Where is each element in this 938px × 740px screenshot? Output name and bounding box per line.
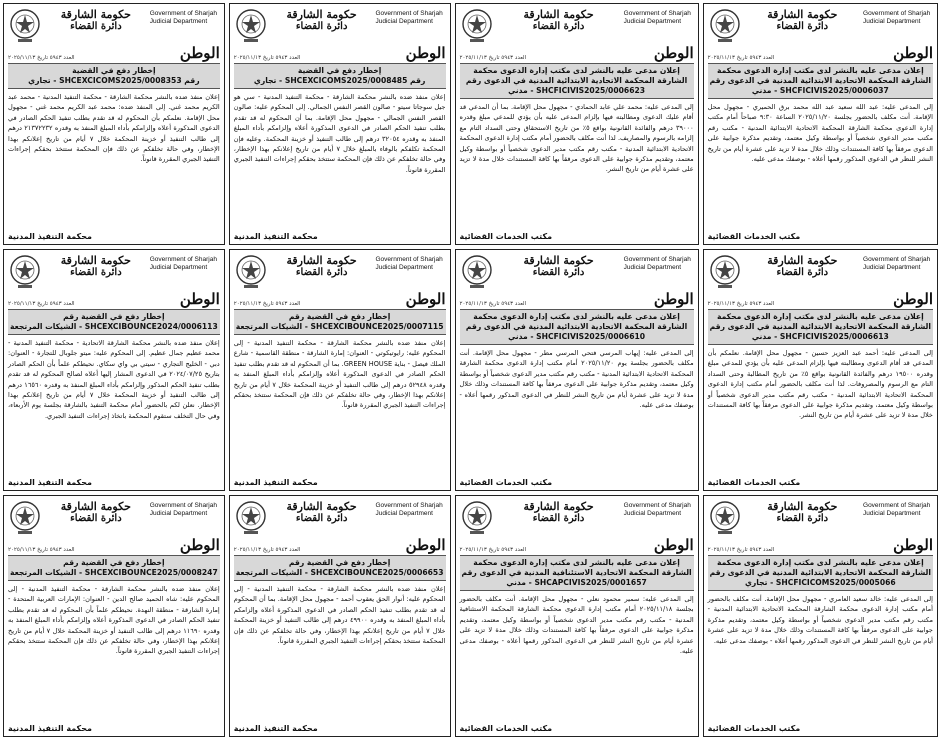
notice-title-band (234, 555, 446, 581)
newspaper-brand: الوطن (653, 44, 694, 62)
notice-header (234, 7, 446, 47)
gov-en: Government of Sharjah (375, 256, 443, 263)
english-header (376, 499, 446, 518)
notice-title-line: SHCEXCIBOUNCE2025/0007115 - الشيكات المرتجعة (235, 322, 444, 331)
notice-signature: مكتب الخدمات القضائية (707, 478, 801, 487)
notice-title-line: إعلان مدعى عليه بالنشر لدى مكتب إدارة الدعوى محكمة (473, 558, 680, 567)
arabic-header (494, 7, 624, 32)
issue-ref: العدد ٥٩٤٣ تاريخ ٢٠٢٥/١١/١٣ (8, 301, 75, 307)
notice-header (460, 7, 694, 47)
newspaper-brand: الوطن (893, 44, 934, 62)
gov-en: Government of Sharjah (863, 256, 931, 263)
gov-en: Government of Sharjah (149, 256, 217, 263)
legal-notice (455, 495, 699, 737)
notice-title-line: SHCEXCIBOUNCE2025/0006653 - الشيكات المرتجعة (235, 568, 444, 577)
notice-signature: محكمة التنفيذ المدنية (233, 232, 318, 241)
newspaper-brand: الوطن (405, 290, 446, 308)
dept-en: Judicial Department (375, 264, 433, 271)
notice-body: إلى المدعى عليه: سمير محمود نعلي - مجهول محل الإقامة. أنت مكلف بالحضور بجلسة ٢٠٢٥/١١/١٨ أمام مكتب إدارة الدعوى محكمة الشارقة المحكمة الاستئنافية المدنية - مكتب رقم مكتب مدير الدعوى شخصياً أو بواسطة وكيل معتمد، وتقديم مذكرة جوابية على الدعوى مرفقاً بها كافة المستندات وذلك خلال مدة لا تزيد على عشرة أيام من تاريخ النشر للنظر في الدعوى المذكور رقمها أعلاه - بوصفك مدعى عليه. (459, 595, 694, 656)
english-header (150, 7, 220, 26)
legal-notice (3, 495, 225, 737)
notice-title-line: الشارقة المحكمة الاتحادية الابتدائية المدنية في الدعوى رقم (465, 76, 688, 85)
gov-en: Government of Sharjah (149, 10, 217, 17)
arabic-header (42, 253, 150, 278)
issue-ref: العدد ٥٩٤٣ تاريخ ٢٠٢٥/١١/١٣ (459, 55, 527, 61)
emblem-title-ar: حكومة الشارقة (523, 254, 594, 267)
sharjah-emblem-icon (234, 7, 268, 45)
notice-title-band (460, 63, 694, 99)
legal-notice (703, 249, 938, 491)
notice-body: إعلان منفذ ضده بالنشر محكمة الشارقة - محكمة التنفيذ المدنية - إلى المحكوم عليه: شاه الحميد صالح الدين - العنوان: الإمارات العربية المتحدة - إمارة الشارقة - منطقة النهدة. نحيطكم علماً بأن المحكوم له قد تقدم بطلب تنفيذ الحكم الصادر في الدعوى المذكورة أعلاه وإلزامكم بأداء المبلغ المنفذ به وقدره ١١٦٩٠ درهم إلى طالب التنفيذ أو خزينة المحكمة خلال ٧ أيام من تاريخ إعلانكم بهذا الإخطار، وفي حالة تخلفكم عن ذلك فإن المحكمة ستتخذ بحقكم إجراءات التنفيذ الجبري المقررة قانوناً. (8, 585, 220, 656)
emblem-dept-ar: دائرة القضاء (532, 267, 585, 278)
english-header (150, 253, 220, 272)
sharjah-emblem-icon (8, 499, 42, 537)
sharjah-emblem-icon (460, 7, 494, 45)
meta-row (8, 537, 220, 553)
newspaper-brand: الوطن (893, 290, 934, 308)
meta-row (708, 45, 933, 61)
notice-signature: مكتب الخدمات القضائية (459, 724, 553, 733)
meta-row (234, 291, 446, 307)
notice-title-line: SHCFICIVIS2025/0006613 - مدني (751, 332, 889, 341)
dept-en: Judicial Department (149, 264, 208, 271)
newspaper-brand: الوطن (893, 536, 934, 554)
legal-notice (703, 3, 938, 245)
legal-notice (229, 495, 451, 737)
emblem-title-ar: حكومة الشارقة (767, 500, 838, 513)
issue-ref: العدد ٥٩٤٣ تاريخ ٢٠٢٥/١١/١٣ (707, 547, 775, 553)
dept-en: Judicial Department (863, 264, 921, 271)
emblem-dept-ar: دائرة القضاء (295, 267, 348, 278)
gov-en: Government of Sharjah (375, 502, 443, 509)
emblem-title-ar: حكومة الشارقة (286, 254, 357, 267)
newspaper-brand: الوطن (179, 44, 220, 62)
newspaper-brand: الوطن (179, 536, 220, 554)
sharjah-emblem-icon (708, 253, 742, 291)
notice-title-line: الشارقة المحكمة الاتحادية الابتدائية المدنية في الدعوى رقم (709, 322, 932, 331)
gov-en: Government of Sharjah (623, 502, 691, 509)
english-header (376, 253, 446, 272)
sharjah-emblem-icon (460, 499, 494, 537)
notice-title-line: SHCFICIVIS2025/0006610 - مدني (508, 332, 646, 341)
gov-en: Government of Sharjah (623, 10, 691, 17)
notice-body: إلى المدعى عليه: خالد سعيد العامري - مجهول محل الإقامة. أنت مكلف بالحضور أمام مكتب إدارة الدعوى محكمة الشارقة المحكمة الاتحادية الابتدائية المدنية - مكتب رقم مكتب مدير الدعوى شخصياً أو بواسطة وكيل معتمد، وتقديم مذكرة جوابية على الدعوى مرفقاً بها كافة المستندات وذلك خلال مدة لا تزيد على عشرة أيام من تاريخ النشر للنظر في الدعوى المذكور رقمها أعلاه - بوصفك مدعى عليه. (707, 595, 934, 645)
notice-title-band (8, 309, 220, 335)
notice-title-line: SHCFICIVIS2025/0006623 - مدني (508, 86, 646, 95)
meta-row (460, 45, 694, 61)
legal-notice (703, 495, 938, 737)
emblem-title-ar: حكومة الشارقة (767, 254, 838, 267)
notice-title-line: SHCFICICOMS2025/0005066 - تجاري (744, 578, 896, 587)
emblem-title-ar: حكومة الشارقة (60, 8, 131, 21)
meta-row (708, 537, 933, 553)
emblem-title-ar: حكومة الشارقة (60, 254, 131, 267)
notice-title-band (234, 309, 446, 335)
notice-header (234, 253, 446, 293)
issue-ref: العدد ٥٩٤٣ تاريخ ٢٠٢٥/١١/١٣ (459, 547, 527, 553)
notice-header (8, 499, 220, 539)
notice-signature: محكمة التنفيذ المدنية (233, 724, 318, 733)
english-header (624, 7, 694, 26)
notice-title-line: الشارقة المحكمة الاتحادية الابتدائية المدنية في الدعوى رقم (465, 322, 688, 331)
issue-ref: العدد ٥٩٤٣ تاريخ ٢٠٢٥/١١/١٣ (8, 547, 75, 553)
sharjah-emblem-icon (460, 253, 494, 291)
arabic-header (494, 499, 624, 524)
newspaper-brand: الوطن (405, 44, 446, 62)
meta-row (234, 45, 446, 61)
english-header (863, 7, 933, 26)
emblem-title-ar: حكومة الشارقة (60, 500, 131, 513)
notice-body: إلى المدعى عليه: إيهاب المرسي فتحي المرسي مطر - مجهول محل الإقامة. أنت مكلف بالحضور بجلسة يوم ٢٠٢٥/١١/٢٠ أمام مكتب إدارة الدعوى محكمة الشارقة المحكمة الاتحادية الابتدائية المدنية - مكتب رقم مكتب مدير الدعوى شخصياً أو بواسطة وكيل معتمد، وتقديم مذكرة جوابية على الدعوى مرفقاً بها كافة المستندات وذلك خلال مدة لا تزيد على عشرة أيام من تاريخ النشر للنظر في الدعوى المذكور رقمها أعلاه - بوصفك مدعى عليه. (459, 349, 694, 410)
notice-signature: محكمة التنفيذ المدنية (8, 724, 92, 733)
notice-title-line: SHCEXCIBOUNCE2025/0008247 - الشيكات المرتجعة (10, 568, 218, 577)
english-header (624, 253, 694, 272)
notice-title-line: الشارقة المحكمة الاتحادية الابتدائية المدنية في الدعوى رقم (709, 76, 932, 85)
notice-signature: مكتب الخدمات القضائية (707, 724, 801, 733)
notice-title-line: إخطار دفع في القضية رقم (63, 558, 165, 567)
emblem-dept-ar: دائرة القضاء (532, 21, 585, 32)
notice-title-line: إخطار دفع في القضية (297, 66, 382, 75)
english-header (150, 499, 220, 518)
notice-header (708, 7, 933, 47)
sharjah-emblem-icon (708, 499, 742, 537)
arabic-header (268, 499, 376, 524)
arabic-header (742, 253, 863, 278)
arabic-header (42, 499, 150, 524)
arabic-header (268, 253, 376, 278)
emblem-dept-ar: دائرة القضاء (70, 513, 122, 524)
notice-title-band (708, 63, 933, 99)
issue-ref: العدد ٥٩٤٣ تاريخ ٢٠٢٥/١١/١٣ (8, 55, 75, 61)
emblem-dept-ar: دائرة القضاء (295, 21, 348, 32)
dept-en: Judicial Department (623, 18, 682, 25)
sharjah-emblem-icon (8, 7, 42, 45)
notice-signature: محكمة التنفيذ المدنية (8, 478, 92, 487)
notice-signature: مكتب الخدمات القضائية (707, 232, 801, 241)
dept-en: Judicial Department (149, 18, 208, 25)
notice-title-line: إعلان مدعى عليه بالنشر لدى مكتب إدارة الدعوى محكمة (716, 312, 924, 321)
issue-ref: العدد ٥٩٤٣ تاريخ ٢٠٢٥/١١/١٣ (233, 547, 301, 553)
emblem-dept-ar: دائرة القضاء (776, 21, 829, 32)
notice-title-line: SHCEXCIBOUNCE2024/0006113 - الشيكات المرتجعة (10, 322, 218, 331)
notice-title-line: إعلان مدعى عليه بالنشر لدى مكتب إدارة الدعوى محكمة (473, 312, 680, 321)
notice-title-line: الشارقة المحكمة الاتحادية الاستئنافية المدنية في الدعوى رقم (461, 568, 692, 577)
emblem-dept-ar: دائرة القضاء (532, 513, 585, 524)
notice-header (234, 499, 446, 539)
newspaper-brand: الوطن (405, 536, 446, 554)
emblem-dept-ar: دائرة القضاء (70, 21, 122, 32)
newspaper-brand: الوطن (653, 536, 694, 554)
notice-body: إلى المدعى عليه: أحمد عبد العزيز حسين - مجهول محل الإقامة. نعلمكم بأن المدعي قد أقام الدعوى ومطالبته فيها بإلزام المدعى عليه بأن يؤدي للمدعي مبلغ وقدره ١٩٥٠٠ درهم والفائدة القانونية بواقع ٥٪ من تاريخ المطالبة وحتى السداد التام مع الرسوم والمصروفات. لذا أنت مكلف بالحضور أمام مكتب إدارة الدعوى المحكمة الاتحادية الابتدائية المدنية - مكتب رقم مكتب مدير الدعوى شخصياً أو بواسطة وكيل معتمد، وتقديم مذكرة جوابية على الدعوى مرفقاً بها كافة المستندات خلال مدة لا تزيد على عشرة أيام من تاريخ النشر. (707, 349, 934, 420)
english-header (863, 499, 933, 518)
dept-en: Judicial Department (623, 264, 682, 271)
notice-body: إعلان منفذ ضده بالنشر محكمة الشارقة - محكمة التنفيذ المدنية - إلى المحكوم عليه: أنوار الحق يعقوب أحمد - مجهول محل الإقامة. بما أن المحكوم له قد تقدم بطلب تنفيذ الحكم الصادر في الدعوى المذكورة أعلاه وإلزامكم بأداء المبلغ المنفذ به وقدره ٤٩٩٠٠ درهم إلى طالب التنفيذ أو خزينة المحكمة خلال ٧ أيام من تاريخ إعلانكم بهذا الإخطار، وفي حالة تخلفكم عن ذلك فإن المحكمة ستتخذ بحقكم إجراءات التنفيذ الجبري المقررة قانوناً. (233, 585, 446, 646)
notice-title-line: الشارقة المحكمة الاتحادية الابتدائية المدنية في الدعوى رقم (709, 568, 932, 577)
issue-ref: العدد ٥٩٤٣ تاريخ ٢٠٢٥/١١/١٣ (233, 301, 301, 307)
sharjah-emblem-icon (708, 7, 742, 45)
notice-title-band (460, 309, 694, 345)
emblem-title-ar: حكومة الشارقة (523, 500, 594, 513)
emblem-title-ar: حكومة الشارقة (767, 8, 838, 21)
emblem-dept-ar: دائرة القضاء (70, 267, 122, 278)
notice-body: إعلان منفذ ضده بالنشر محكمة الشارقة - محكمة التنفيذ المدنية - إلى المحكوم عليه: رايوتيكوتي - العنوان: إمارة الشارقة - منطقة القاسمية - شارع الملك فيصل - بناية GREEN HOUSE. بما أن المحكوم له قد تقدم بطلب تنفيذ الحكم الصادر في الدعوى المذكورة أعلاه وإلزامكم بأداء المبلغ المنفذ به وقدره ٥٢٩٤٨ درهم إلى طالب التنفيذ أو خزينة المحكمة خلال ٧ أيام من تاريخ إعلانكم بهذا الإخطار، وفي حالة تخلفكم عن ذلك فإن المحكمة ستتخذ بحقكم إجراءات التنفيذ الجبري المقررة قانوناً. (233, 339, 446, 410)
newspaper-brand: الوطن (653, 290, 694, 308)
english-header (863, 253, 933, 272)
arabic-header (494, 253, 624, 278)
meta-row (8, 45, 220, 61)
notice-title-line: إعلان مدعى عليه بالنشر لدى مكتب إدارة الدعوى محكمة (716, 66, 924, 75)
gov-en: Government of Sharjah (623, 256, 691, 263)
sharjah-emblem-icon (234, 253, 268, 291)
notice-signature: محكمة التنفيذ المدنية (233, 478, 318, 487)
emblem-title-ar: حكومة الشارقة (523, 8, 594, 21)
notice-title-band (8, 63, 220, 89)
notice-body: إلى المدعى عليه: عبد الله سعيد عبد الله محمد برق الحميري - مجهول محل الإقامة. أنت مكلف بالحضور بجلسة ٢٠٢٥/١١/٢٠ الساعة ٩:٣٠ صباحاً أمام مكتب إدارة الدعوى محكمة الشارقة المحكمة الاتحادية الابتدائية المدنية - مكتب رقم مكتب مدير الدعوى شخصياً أو بواسطة وكيل معتمد، وتقديم مذكرة جوابية على الدعوى مرفقاً بها كافة المستندات وذلك خلال مدة لا تزيد على عشرة أيام من تاريخ النشر للنظر في الدعوى المذكور رقمها أعلاه - بوصفك مدعى عليه. (707, 103, 934, 164)
notice-title-line: رقم SHCEXCICOMS2025/0008485 - تجاري (253, 76, 426, 85)
notice-header (708, 253, 933, 293)
notice-header (460, 499, 694, 539)
arabic-header (742, 7, 863, 32)
notice-signature: محكمة التنفيذ المدنية (8, 232, 92, 241)
gov-en: Government of Sharjah (863, 10, 931, 17)
legal-notice (455, 249, 699, 491)
notice-header (460, 253, 694, 293)
notice-title-line: إخطار دفع في القضية رقم (63, 312, 165, 321)
emblem-dept-ar: دائرة القضاء (776, 267, 829, 278)
notice-header (8, 7, 220, 47)
notice-title-line: رقم SHCEXCICOMS2025/0008353 - تجاري (28, 76, 200, 85)
legal-notice (455, 3, 699, 245)
notice-title-line: إخطار دفع في القضية رقم (288, 558, 391, 567)
issue-ref: العدد ٥٩٤٣ تاريخ ٢٠٢٥/١١/١٣ (707, 301, 775, 307)
newspaper-brand: الوطن (179, 290, 220, 308)
emblem-dept-ar: دائرة القضاء (776, 513, 829, 524)
notice-title-band (234, 63, 446, 89)
notice-title-band (708, 555, 933, 591)
sharjah-emblem-icon (8, 253, 42, 291)
notice-signature: مكتب الخدمات القضائية (459, 232, 553, 241)
notice-body: إعلان منفذ ضده بالنشر محكمة الشارقة - محكمة التنفيذ المدنية - سي هو جيل سوجاتا سيتو - صالون القصر النفس الجمالي. إلى المحكوم عليه: صالون القصر النفس الجمالي - مجهول محل الإقامة. بما أن المحكوم له قد تقدم بطلب تنفيذ الحكم الصادر في الدعوى المذكورة أعلاه وإلزامكم بأداء المبلغ المنفذ به وقدره ٣٢٠٥٤ درهم إلى طالب التنفيذ أو خزينة المحكمة. وعليه فإن المحكمة تكلفكم بالوفاء بالمبلغ خلال ٧ أيام من تاريخ إعلانكم بهذا الإخطار، وفي حالة تخلفكم عن ذلك فإن المحكمة ستتخذ بحقكم إجراءات التنفيذ الجبري المقررة قانوناً. (233, 93, 446, 174)
meta-row (460, 537, 694, 553)
dept-en: Judicial Department (863, 510, 921, 517)
meta-row (234, 537, 446, 553)
issue-ref: العدد ٥٩٤٣ تاريخ ٢٠٢٥/١١/١٣ (459, 301, 527, 307)
gov-en: Government of Sharjah (863, 502, 931, 509)
arabic-header (268, 7, 376, 32)
gov-en: Government of Sharjah (375, 10, 443, 17)
notice-header (8, 253, 220, 293)
issue-ref: العدد ٥٩٤٣ تاريخ ٢٠٢٥/١١/١٣ (707, 55, 775, 61)
emblem-title-ar: حكومة الشارقة (286, 500, 357, 513)
issue-ref: العدد ٥٩٤٣ تاريخ ٢٠٢٥/١١/١٣ (233, 55, 301, 61)
notice-title-line: إعلان مدعى عليه بالنشر لدى مكتب إدارة الدعوى محكمة (473, 66, 680, 75)
meta-row (460, 291, 694, 307)
emblem-dept-ar: دائرة القضاء (295, 513, 348, 524)
arabic-header (42, 7, 150, 32)
notice-title-band (8, 555, 220, 581)
notice-title-band (460, 555, 694, 591)
meta-row (708, 291, 933, 307)
english-header (376, 7, 446, 26)
legal-notice (3, 3, 225, 245)
notice-signature: مكتب الخدمات القضائية (459, 478, 553, 487)
emblem-title-ar: حكومة الشارقة (286, 8, 357, 21)
notice-title-band (708, 309, 933, 345)
notice-title-line: إخطار دفع في القضية (72, 66, 156, 75)
notice-body: إلى المدعى عليه: محمد علي عابد الحمادي - مجهول محل الإقامة. بما أن المدعي قد أقام عليك الدعوى ومطالبته فيها بإلزام المدعى عليه بأن يؤدي للمدعي مبلغ وقدره ٣٩٠٠٠ درهم والفائدة القانونية بواقع ٥٪ من تاريخ الاستحقاق وحتى السداد التام مع إلزامه بالرسوم والمصاريف. لذا أنت مكلف بالحضور أمام مكتب إدارة الدعوى المحكمة الاتحادية الابتدائية المدنية - مكتب رقم مكتب مدير الدعوى شخصياً أو بواسطة وكيل معتمد، وتقديم مذكرة جوابية على الدعوى مرفقاً بها كافة المستندات خلال مدة لا تزيد على عشرة أيام من تاريخ النشر. (459, 103, 694, 174)
legal-notice (3, 249, 225, 491)
gov-en: Government of Sharjah (149, 502, 217, 509)
notice-title-line: إعلان مدعى عليه بالنشر لدى مكتب إدارة الدعوى محكمة (716, 558, 924, 567)
dept-en: Judicial Department (375, 18, 433, 25)
dept-en: Judicial Department (149, 510, 208, 517)
english-header (624, 499, 694, 518)
dept-en: Judicial Department (863, 18, 921, 25)
dept-en: Judicial Department (375, 510, 433, 517)
dept-en: Judicial Department (623, 510, 682, 517)
notice-title-line: SHCFICIVIS2025/0006037 - مدني (751, 86, 889, 95)
notice-title-line: SHCAPCIVIS2025/0001657 - مدني (506, 578, 647, 587)
notices-grid (3, 3, 934, 737)
legal-notice (229, 249, 451, 491)
meta-row (8, 291, 220, 307)
sharjah-emblem-icon (234, 499, 268, 537)
notice-body: إعلان منفذ ضده بالنشر محكمة الشارقة - محكمة التنفيذ المدنية - محمد عبد الكريم محمد غني. إلى المنفذ ضده: محمد عبد الكريم محمد غني - مجهول محل الإقامة. نعلمكم بأن المحكوم له قد تقدم بطلب تنفيذ الحكم الصادر في الدعوى المذكورة أعلاه وإلزامكم بأداء المبلغ المنفذ به وقدره ٢١٣٧٢٢٣٢ درهم إلى طالب التنفيذ أو خزينة المحكمة خلال ٧ أيام من تاريخ إعلانكم بهذا الإخطار، وفي حالة تخلفكم عن ذلك فإن المحكمة ستتخذ بحقكم إجراءات التنفيذ الجبري المقررة قانوناً. (8, 93, 220, 164)
notice-body: إعلان منفذ ضده بالنشر محكمة الشارقة الاتحادية - محكمة التنفيذ المدنية - محمد عظيم جمال عظيم. إلى المحكوم عليه: ميتو جلوبال للتجارة - العنوان: دبي - الخليج التجاري - سيتي بي واي سكاي. نحيطكم علماً بأن الحكم الصادر بتاريخ ٢٠٢٤/٠٧/٢٥ في الدعوى المشار إليها أعلاه لصالح المحكوم له قد تقدم بطلب تنفيذ الحكم المذكور وإلزامكم بأداء المبلغ المنفذ به وقدره ١٦٥٦٠ درهم إلى طالب التنفيذ أو خزينة المحكمة خلال ٧ أيام من تاريخ إعلانكم بهذا الإخطار. نعلن لكم بالحضور أمام محكمة التنفيذ بالشارقة بجلسة يوم الأربعاء، وفي حال التخلف ستقوم المحكمة باتخاذ إجراءات التنفيذ الجبري. (8, 339, 220, 420)
notice-header (708, 499, 933, 539)
arabic-header (742, 499, 863, 524)
notice-title-line: إخطار دفع في القضية رقم (288, 312, 391, 321)
legal-notice (229, 3, 451, 245)
